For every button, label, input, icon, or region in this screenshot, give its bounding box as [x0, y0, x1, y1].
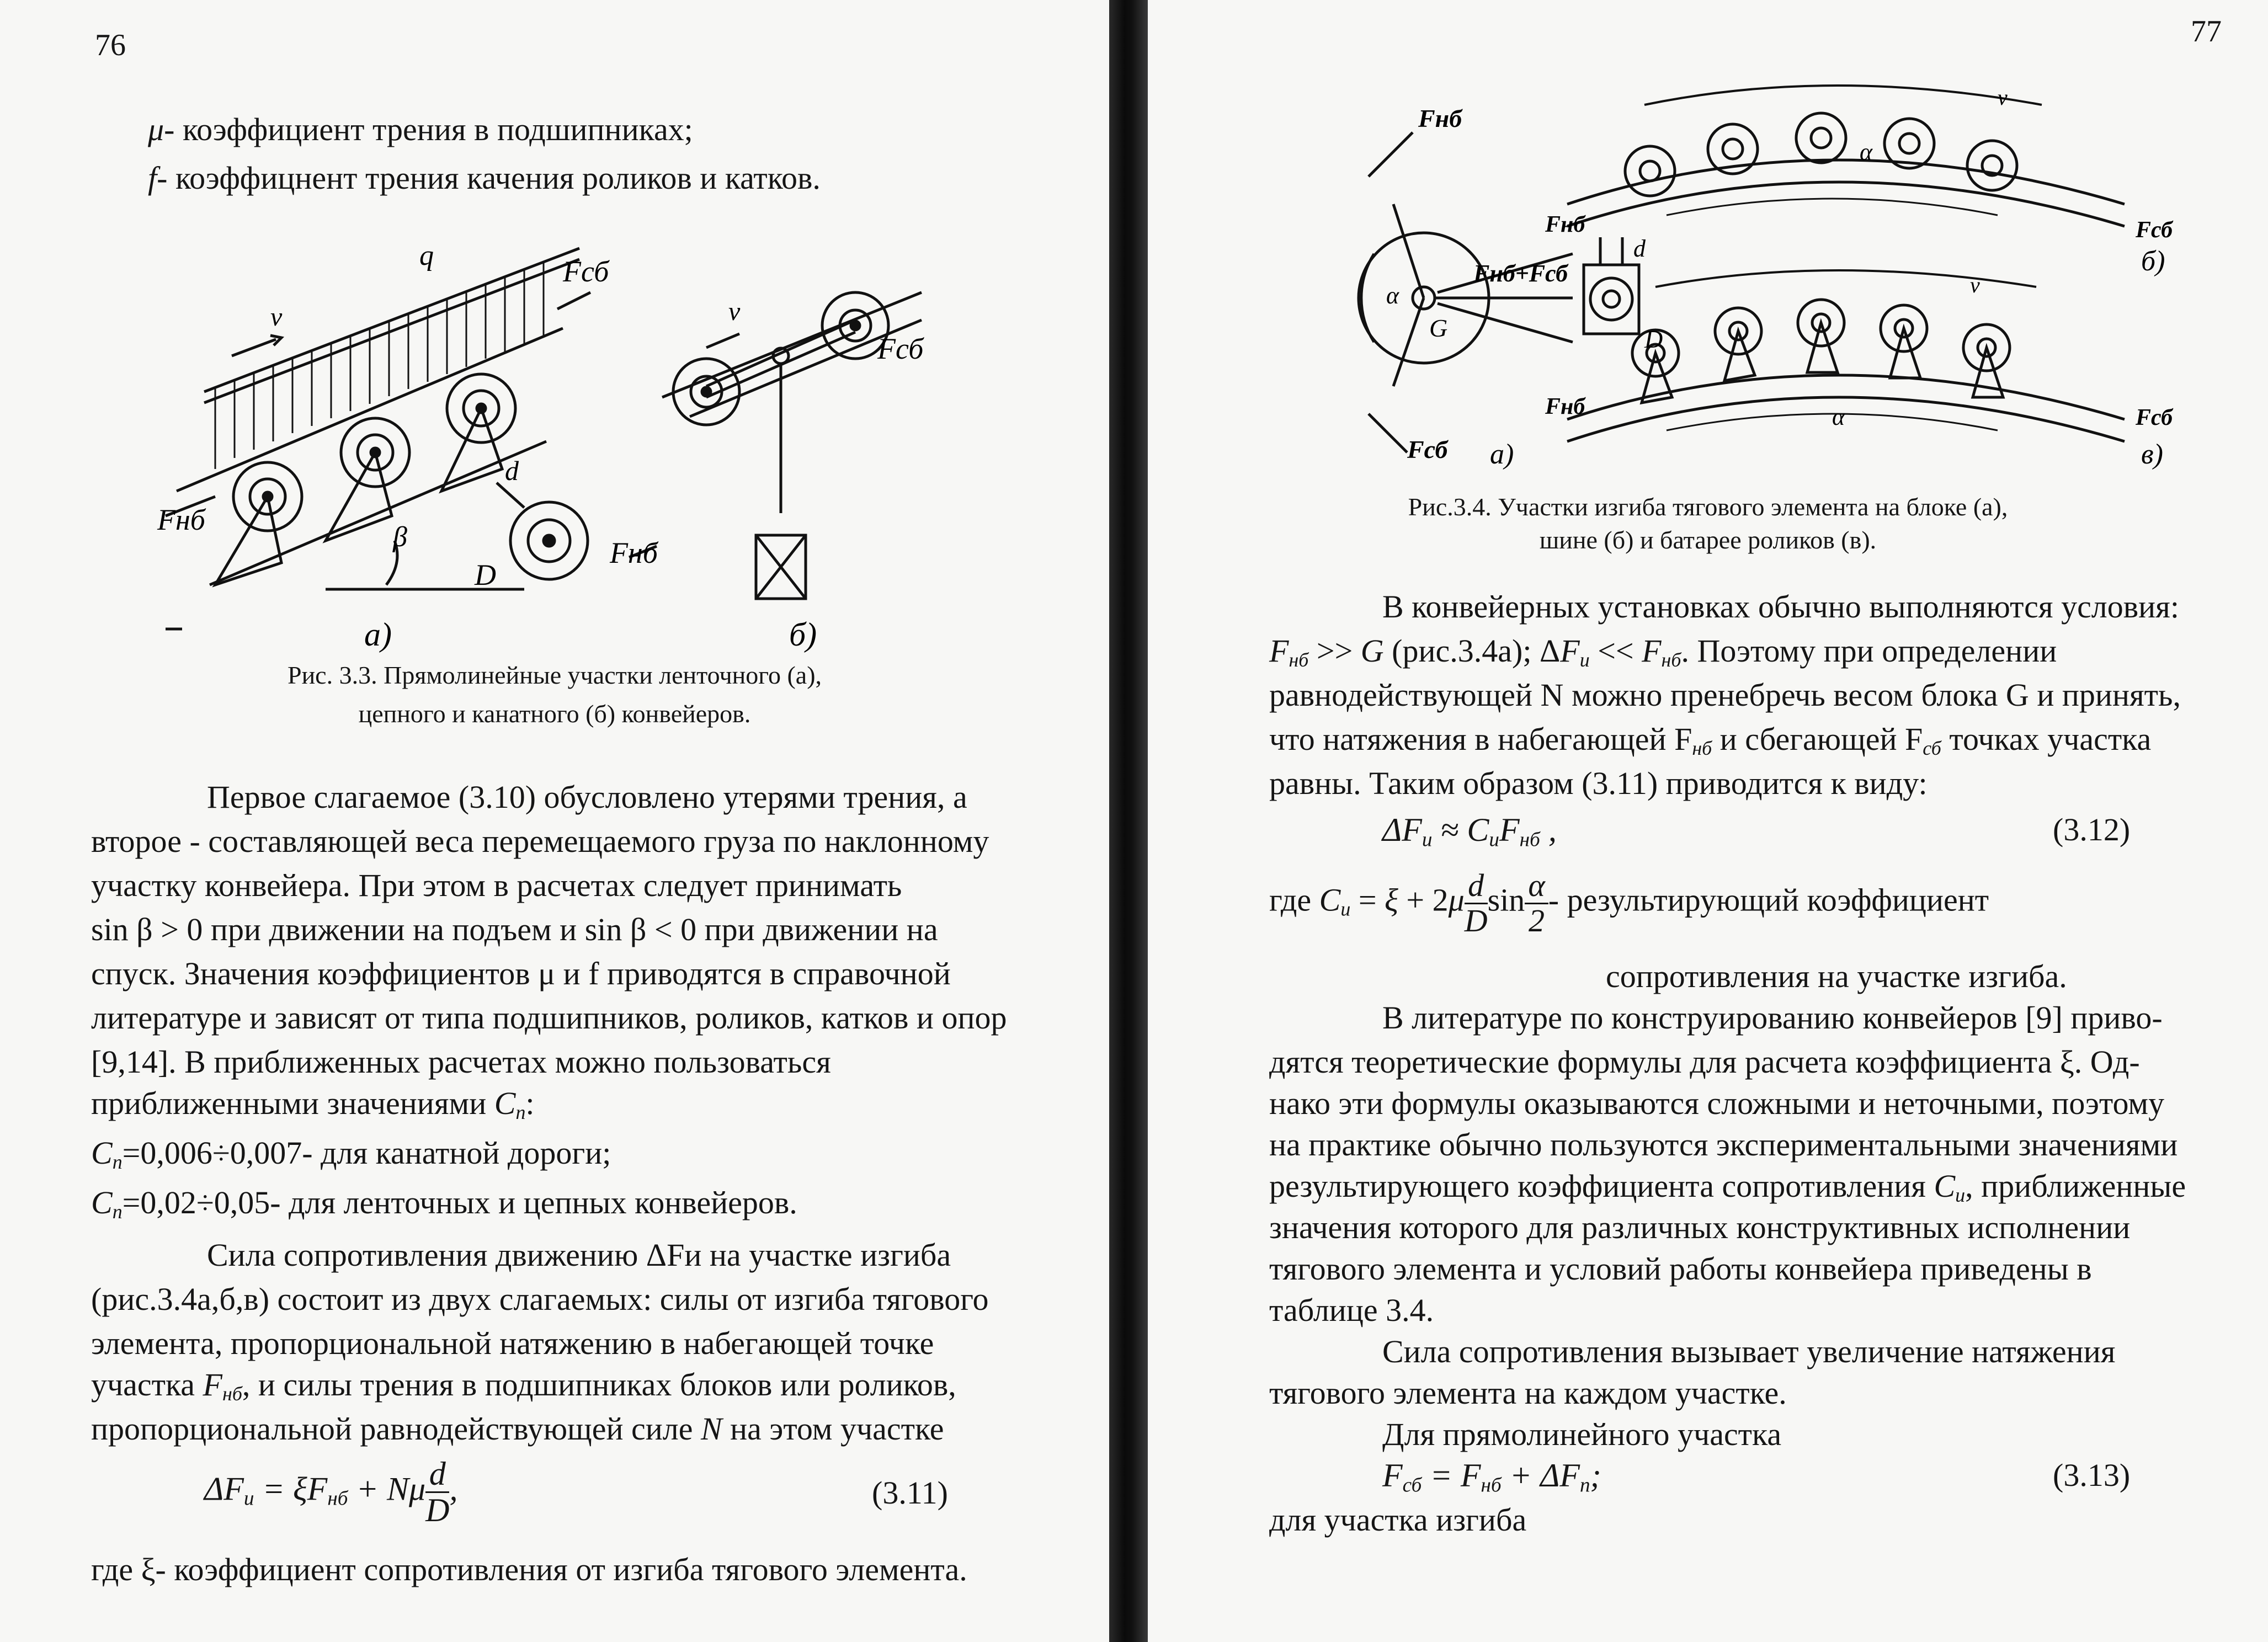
equation-3-13: $F_{сб} = F_{нб} + \Delta F_п$;: [1382, 1457, 1601, 1497]
label-alpha-b: α: [1860, 138, 1873, 166]
page-number: 76: [95, 28, 126, 62]
paragraph-line: пропорциональной равнодействующей силе N на этом участке: [91, 1411, 944, 1447]
label-fnb: Fнб: [1418, 104, 1462, 132]
label-v-a: v: [270, 302, 283, 332]
equation-3-12: $\Delta F_и \approx C_иF_{нб}$ ,: [1382, 812, 1557, 851]
paragraph-line: Сила сопротивления движению ΔFи на участке изгиба: [207, 1237, 951, 1273]
page-number: 77: [2191, 14, 2222, 49]
equation-number: (3.13): [2053, 1457, 2131, 1493]
definition-mu: μ- коэффициент трения в подшипниках;: [148, 111, 693, 147]
paragraph-line: Первое слагаемое (3.10) обусловлено утерями трения, а: [207, 779, 967, 815]
label-fsb-b: Fсб: [877, 332, 924, 365]
paragraph-line: результирующего коэффициента сопротивления $C_и$, приближенные: [1269, 1168, 2186, 1206]
figure-3-3-caption-line2: цепного и канатного (б) конвейеров.: [358, 700, 751, 728]
equation-number: (3.11): [872, 1475, 948, 1511]
paragraph-line: сопротивления на участке изгиба.: [1606, 958, 2067, 994]
cn-rope: $C_п=0,006\div 0,007-$ для канатной дороги;: [91, 1135, 611, 1173]
label-alpha-a: α: [1386, 282, 1399, 309]
label-b: б): [2141, 246, 2165, 277]
label-d: d: [505, 455, 519, 486]
label-alpha-c: α: [1832, 403, 1845, 430]
paragraph-line: тягового элемента на каждом участке.: [1269, 1375, 1787, 1411]
paragraph-line: участку конвейера. При этом в расчетах следует принимать: [91, 867, 902, 903]
coefficient-definition: где $C_и = \xi + 2\mu$ $\frac{d}{D}$ sin $\frac{\alpha}{2}$ - результирующий коэффициент: [1269, 867, 1989, 939]
paragraph-line: В конвейерных установках обычно выполняются условия:: [1382, 589, 2179, 625]
paragraph-line: Для прямолинейного участка: [1382, 1416, 1782, 1452]
left-page: [0, 0, 1109, 1642]
label-D: D: [475, 558, 496, 591]
figure-3-4-caption-line1: Рис.3.4. Участки изгиба тягового элемента на блоке (а),: [1408, 493, 2008, 521]
label-fsb-b: Fсб: [2136, 217, 2173, 243]
book-gutter: [1109, 0, 1148, 1642]
paragraph-line: приближенными значениями $C_п$:: [91, 1085, 535, 1123]
label-c: в): [2141, 439, 2163, 470]
label-v-b: v: [728, 297, 741, 326]
paragraph-line: $F_{нб} >> G$ (рис.3.4а); $\Delta F_и << F_{нб}$. Поэтому при определении: [1269, 633, 2057, 671]
paragraph-line: на практике обычно пользуются экспериментальными значениями: [1269, 1127, 2178, 1163]
label-fsb: Fсб: [1407, 435, 1448, 463]
label-fnb-a: Fнб: [157, 503, 205, 536]
paragraph-line: нако эти формулы оказываются сложными и неточными, поэтому: [1269, 1085, 2165, 1121]
label-fnb-b: Fнб: [610, 536, 658, 569]
label-v-b: v: [1998, 85, 2008, 110]
figure-3-3-caption-line1: Рис. 3.3. Прямолинейные участки ленточного (а),: [287, 661, 822, 689]
figure-3-4: [1335, 72, 2196, 491]
paragraph-line: участка $F_{нб}$, и силы трения в подшипниках блоков или роликов,: [91, 1367, 956, 1405]
label-fsb-a: Fсб: [563, 255, 609, 288]
label-fnb-b: Fнб: [1545, 212, 1585, 237]
paragraph-line: sin β > 0 при движении на подъем и sin β < 0 при движении на: [91, 911, 938, 947]
equation-3-11: $\Delta F_и = \xi F_{нб} + N\mu$ $\frac{d}{D}$ ,: [204, 1456, 458, 1528]
paragraph-line: таблице 3.4.: [1269, 1292, 1434, 1328]
figure-3-4-caption-line2: шине (б) и батарее роликов (в).: [1539, 526, 1877, 554]
paragraph-line: Сила сопротивления вызывает увеличение натяжения: [1382, 1334, 2116, 1369]
paragraph-line: где ξ- коэффициент сопротивления от изгиба тягового элемента.: [91, 1552, 967, 1587]
label-D-a: D: [1644, 325, 1663, 353]
paragraph-line: литературе и зависят от типа подшипников, роликов, катков и опор: [91, 1000, 1007, 1036]
equation-number: (3.12): [2053, 812, 2131, 847]
label-beta: β: [393, 521, 407, 553]
paragraph-line: для участка изгиба: [1269, 1502, 1527, 1538]
label-a: а): [364, 616, 392, 653]
label-fnb-c: Fнб: [1545, 394, 1585, 419]
paragraph-line: тягового элемента и условий работы конвейера приведены в: [1269, 1251, 2092, 1287]
paragraph-line: спуск. Значения коэффициентов μ и f приводятся в справочной: [91, 956, 951, 991]
paragraph-line: дятся теоретические формулы для расчета коэффициента ξ. Од-: [1269, 1044, 2140, 1080]
paragraph-line: равнодействующей N можно пренебречь весом блока G и принять,: [1269, 677, 2181, 713]
paragraph-line: второе - составляющей веса перемещаемого груза по наклонному: [91, 823, 989, 859]
paragraph-line: что натяжения в набегающей $F_{нб}$ и сбегающей $F_{сб}$ точках участка: [1269, 721, 2152, 759]
paragraph-line: элемента, пропорциональной натяжению в набегающей точке: [91, 1325, 934, 1361]
paragraph-line: значения которого для различных конструктивных исполнении: [1269, 1209, 2131, 1245]
right-page: [1148, 0, 2268, 1642]
cn-belt: $C_п=0,02\div 0,05-$ для ленточных и цепных конвейеров.: [91, 1185, 797, 1223]
paragraph-line: В литературе по конструированию конвейеров [9] приво-: [1382, 1000, 2163, 1036]
paragraph-line: [9,14]. В приближенных расчетах можно пользоваться: [91, 1044, 831, 1080]
label-q: q: [419, 240, 434, 271]
paragraph-line: (рис.3.4а,б,в) состоит из двух слагаемых: силы от изгиба тягового: [91, 1281, 989, 1317]
definition-f: f- коэффицнент трения качения роликов и катков.: [148, 160, 821, 196]
label-a: а): [1490, 439, 1514, 470]
label-v-c: v: [1970, 273, 1980, 297]
label-d-a: d: [1633, 235, 1646, 262]
label-b: б): [789, 616, 817, 653]
figure-3-3: [143, 232, 938, 657]
label-fsb-c: Fсб: [2136, 405, 2173, 430]
label-sum: Fнб+Fсб: [1473, 260, 1568, 287]
paragraph-line: равны. Таким образом (3.11) приводится к виду:: [1269, 765, 1928, 801]
label-G: G: [1429, 314, 1448, 342]
